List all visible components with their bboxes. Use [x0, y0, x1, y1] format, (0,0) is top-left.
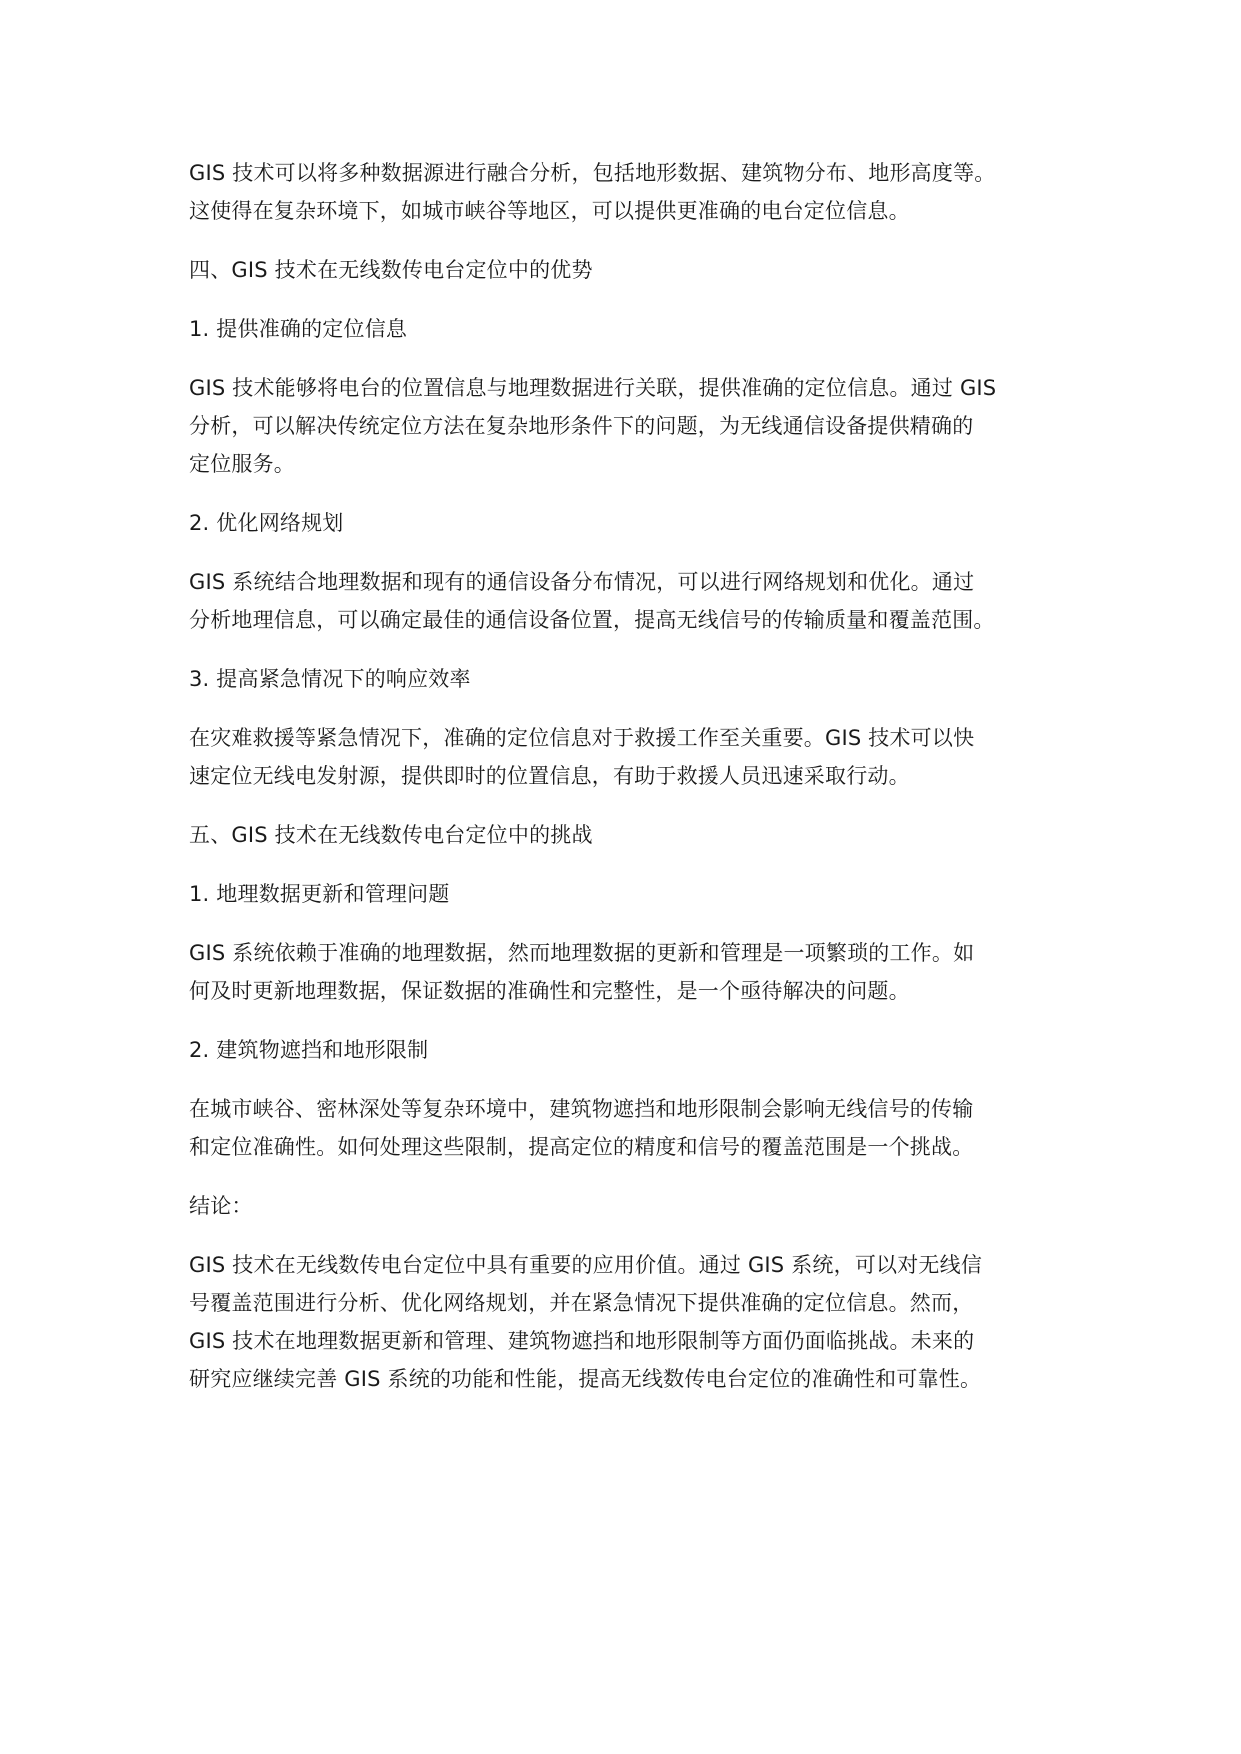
section-4-heading — [189, 251, 1089, 289]
subsection-title: 1. 地理数据更新和管理问题 — [189, 882, 450, 906]
paragraph-line: 速定位无线电发射源，提供即时的位置信息，有助于救援人员迅速采取行动。 — [189, 764, 910, 788]
section-title: 结论： — [189, 1194, 253, 1218]
subsection-heading — [189, 660, 1089, 698]
section-title: 四、GIS 技术在无线数传电台定位中的优势 — [189, 258, 593, 282]
conclusion-paragraph — [189, 1246, 1089, 1398]
section-title: 五、GIS 技术在无线数传电台定位中的挑战 — [189, 823, 593, 847]
intro-paragraph — [189, 154, 1089, 230]
paragraph-line: 分析，可以解决传统定位方法在复杂地形条件下的问题，为无线通信设备提供精确的 — [189, 414, 974, 438]
paragraph-line: 在城市峡谷、密林深处等复杂环境中，建筑物遮挡和地形限制会影响无线信号的传输 — [189, 1097, 974, 1121]
paragraph-line: GIS 系统依赖于准确的地理数据，然而地理数据的更新和管理是一项繁琐的工作。如 — [189, 941, 975, 965]
paragraph-line: 这使得在复杂环境下，如城市峡谷等地区，可以提供更准确的电台定位信息。 — [189, 199, 910, 223]
paragraph-line: 分析地理信息，可以确定最佳的通信设备位置，提高无线信号的传输质量和覆盖范围。 — [189, 608, 995, 632]
paragraph-line: GIS 技术在无线数传电台定位中具有重要的应用价值。通过 GIS 系统，可以对无线信 — [189, 1253, 983, 1277]
paragraph — [189, 719, 1089, 795]
subsection-title: 2. 建筑物遮挡和地形限制 — [189, 1038, 429, 1062]
paragraph — [189, 369, 1089, 483]
paragraph-line: GIS 技术在地理数据更新和管理、建筑物遮挡和地形限制等方面仍面临挑战。未来的 — [189, 1329, 975, 1353]
subsection-title: 3. 提高紧急情况下的响应效率 — [189, 667, 471, 691]
paragraph-line: 和定位准确性。如何处理这些限制，提高定位的精度和信号的覆盖范围是一个挑战。 — [189, 1135, 974, 1159]
subsection-heading — [189, 310, 1089, 348]
paragraph-line: 何及时更新地理数据，保证数据的准确性和完整性，是一个亟待解决的问题。 — [189, 979, 910, 1003]
paragraph-line: GIS 技术能够将电台的位置信息与地理数据进行关联，提供准确的定位信息。通过 GIS — [189, 376, 997, 400]
conclusion-heading — [189, 1187, 1089, 1225]
paragraph-line: 在灾难救援等紧急情况下，准确的定位信息对于救援工作至关重要。GIS 技术可以快 — [189, 726, 975, 750]
subsection-title: 2. 优化网络规划 — [189, 511, 344, 535]
subsection-title: 1. 提供准确的定位信息 — [189, 317, 408, 341]
subsection-heading — [189, 875, 1089, 913]
subsection-heading — [189, 1031, 1089, 1069]
section-5-heading — [189, 816, 1089, 854]
paragraph-line: GIS 系统结合地理数据和现有的通信设备分布情况，可以进行网络规划和优化。通过 — [189, 570, 975, 594]
paragraph-line: 号覆盖范围进行分析、优化网络规划，并在紧急情况下提供准确的定位信息。然而， — [189, 1291, 974, 1315]
paragraph-line: 定位服务。 — [189, 452, 295, 476]
subsection-heading — [189, 504, 1089, 542]
paragraph-line: 研究应继续完善 GIS 系统的功能和性能，提高无线数传电台定位的准确性和可靠性。 — [189, 1367, 982, 1391]
paragraph — [189, 1090, 1089, 1166]
document-body — [189, 154, 1089, 1419]
paragraph-line: GIS 技术可以将多种数据源进行融合分析，包括地形数据、建筑物分布、地形高度等。 — [189, 161, 996, 185]
paragraph — [189, 934, 1089, 1010]
paragraph — [189, 563, 1089, 639]
